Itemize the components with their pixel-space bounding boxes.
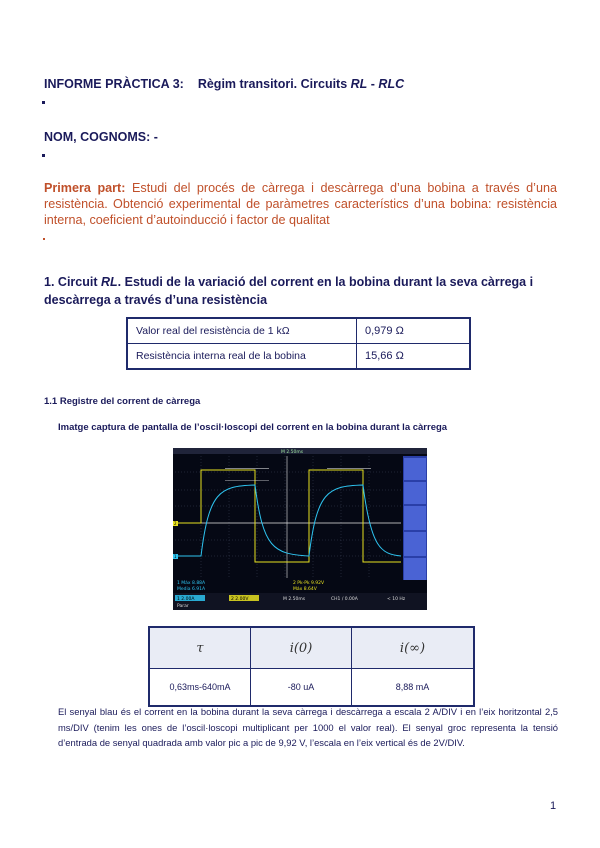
svg-text:Parar: Parar <box>177 604 189 609</box>
table-row <box>149 669 474 707</box>
table-cell-value: 0,979 Ω <box>357 318 471 344</box>
svg-text:< 10 Hz: < 10 Hz <box>387 597 406 602</box>
table-row <box>127 344 470 370</box>
description-paragraph: El senyal blau és el corrent en la bobina durant la seva càrrega i descàrrega a escala 2 A/DIV i en l’eix horitzontal 2,5 ms/DIV (tenim les ones de l’oscil·loscopi multiplicant per 1000 el valor real). El senyal groc representa la tensió d’entrada de senyal quadrada amb valor pic a pic de 9,92 V, l’escala en l’eix vertical és de 2V/DIV. <box>58 706 558 748</box>
table-cell-label: Valor real del resistència de 1 kΩ <box>127 318 357 344</box>
table-cell-value: 15,66 Ω <box>357 344 471 370</box>
svg-text:2 2.00V: 2 2.00V <box>231 597 249 602</box>
svg-text:M 2.50ms: M 2.50ms <box>283 597 306 602</box>
scope-menu-button[interactable] <box>404 482 426 504</box>
scope-menu-button[interactable] <box>404 458 426 480</box>
table-cell-label: Resistència interna real de la bobina <box>127 344 357 370</box>
subsection-title: 1.1 Registre del corrent de càrrega <box>44 396 201 407</box>
value-i0: -80 uA <box>251 669 352 707</box>
scope-menu-button[interactable] <box>404 558 426 580</box>
page-number: 1 <box>550 800 557 812</box>
svg-text:1 Máx 8.88A: 1 Máx 8.88A <box>177 581 206 586</box>
image-caption: Imatge captura de pantalla de l’oscil·loscopi del corrent en la bobina durant la càrrega <box>58 422 448 433</box>
scope-side-menu <box>403 456 427 580</box>
value-tau: 0,63ms-640mA <box>149 669 251 707</box>
table-header-row <box>149 627 474 669</box>
scope-status-text: M 2.50ms <box>281 450 304 455</box>
name-line: NOM, COGNOMS: - <box>44 130 158 144</box>
results-table <box>148 626 475 707</box>
svg-text:1: 1 <box>174 554 177 559</box>
value-iinf: 8,88 mA <box>352 669 475 707</box>
section-1-heading: 1. Circuit RL. Estudi de la variació del corrent en la bobina durant la seva càrrega i descàrrega a través d’una resistència <box>44 275 534 307</box>
report-title: INFORME PRÀCTICA 3: Règim transitori. Circuits RL - RLC <box>44 77 405 91</box>
header-i0: i(0) <box>251 627 352 669</box>
svg-text:2: 2 <box>174 521 177 526</box>
scope-menu-button[interactable] <box>404 506 426 530</box>
oscilloscope-screenshot <box>173 448 427 610</box>
table-row <box>127 318 470 344</box>
bullet-dot <box>42 154 45 157</box>
intro-paragraph: Primera part: Estudi del procés de càrrega i descàrrega d’una bobina a través d’una resistència. Obtenció experimental de paràmetres característics d’una bobina: resistència interna, coeficient d’autoinducció i factor de qualitat <box>44 181 557 227</box>
scope-menu-button[interactable] <box>404 532 426 556</box>
svg-text:1 2.00A: 1 2.00A <box>177 597 195 602</box>
svg-text:CH1 / 0.00A: CH1 / 0.00A <box>331 597 358 602</box>
resistance-table <box>126 317 471 370</box>
svg-text:Media 6.91A: Media 6.91A <box>177 587 206 592</box>
svg-text:Máx 8.64V: Máx 8.64V <box>293 587 317 592</box>
bullet-dot <box>43 238 45 240</box>
svg-text:2 Pk-Pk 9.92V: 2 Pk-Pk 9.92V <box>293 581 325 586</box>
bullet-dot <box>42 101 45 104</box>
header-iinf: i(∞) <box>352 627 475 669</box>
header-tau: τ <box>149 627 251 669</box>
